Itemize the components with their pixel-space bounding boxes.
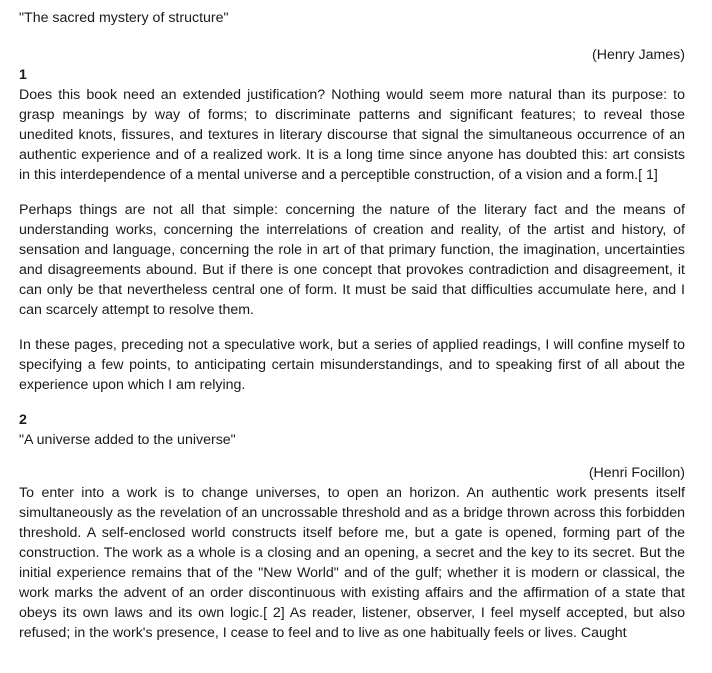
section-number-2: 2 [19, 412, 27, 428]
epigraph-2: "A universe added to the universe" [19, 432, 236, 448]
attribution-1: (Henry James) [591, 47, 685, 63]
paragraph-1: Does this book need an extended justification? Nothing would seem more natural than its purpose: to grasp meanings by way of forms; to discriminate patterns and significant features; to reveal those unedited knots, fissures, and textures in literary discourse that signal the simultaneous occurrence of an authentic experience and of a realized work. It is a long time since anyone has doubted this: art consists in this interdependence of a mental universe and a perceptible construction, of a vision and a form.[ 1] [19, 87, 685, 183]
epigraph-1: "The sacred mystery of structure" [19, 10, 229, 26]
document-page [19, 8, 685, 643]
attribution-2: (Henri Focillon) [588, 465, 685, 481]
section-number-1: 1 [19, 67, 27, 83]
paragraph-3: In these pages, preceding not a speculative work, but a series of applied readings, I will confine myself to specifying a few points, to anticipating certain misunderstandings, and to speaking first of all about the experience upon which I am relying. [19, 337, 685, 393]
paragraph-4: To enter into a work is to change universes, to open an horizon. An authentic work presents itself simultaneously as the revelation of an uncrossable threshold and as a bridge thrown across this forbidden threshold. A self-enclosed world constructs itself before me, but a gate is opened, forming part of the construction. The work as a whole is a closing and an opening, a secret and the key to its secret. But the initial experience remains that of the "New World" and of the gulf; whether it is modern or classical, the work marks the advent of an order discontinuous with existing affairs and the affirmation of a state that obeys its own laws and its own logic.[ 2] As reader, listener, observer, I feel myself accepted, but also refused; in the work's presence, I cease to feel and to live as one habitually feels or lives. Caught [19, 485, 685, 641]
paragraph-2: Perhaps things are not all that simple: concerning the nature of the literary fact and the means of understanding works, concerning the interrelations of creation and reality, of the artist and history, of sensation and language, concerning the role in art of that primary function, the imagination, uncertainties and disagreements abound. But if there is one concept that provokes contradiction and disagreement, it can only be that nevertheless central one of form. It must be said that difficulties accumulate here, and I can scarcely attempt to resolve them. [19, 202, 685, 318]
